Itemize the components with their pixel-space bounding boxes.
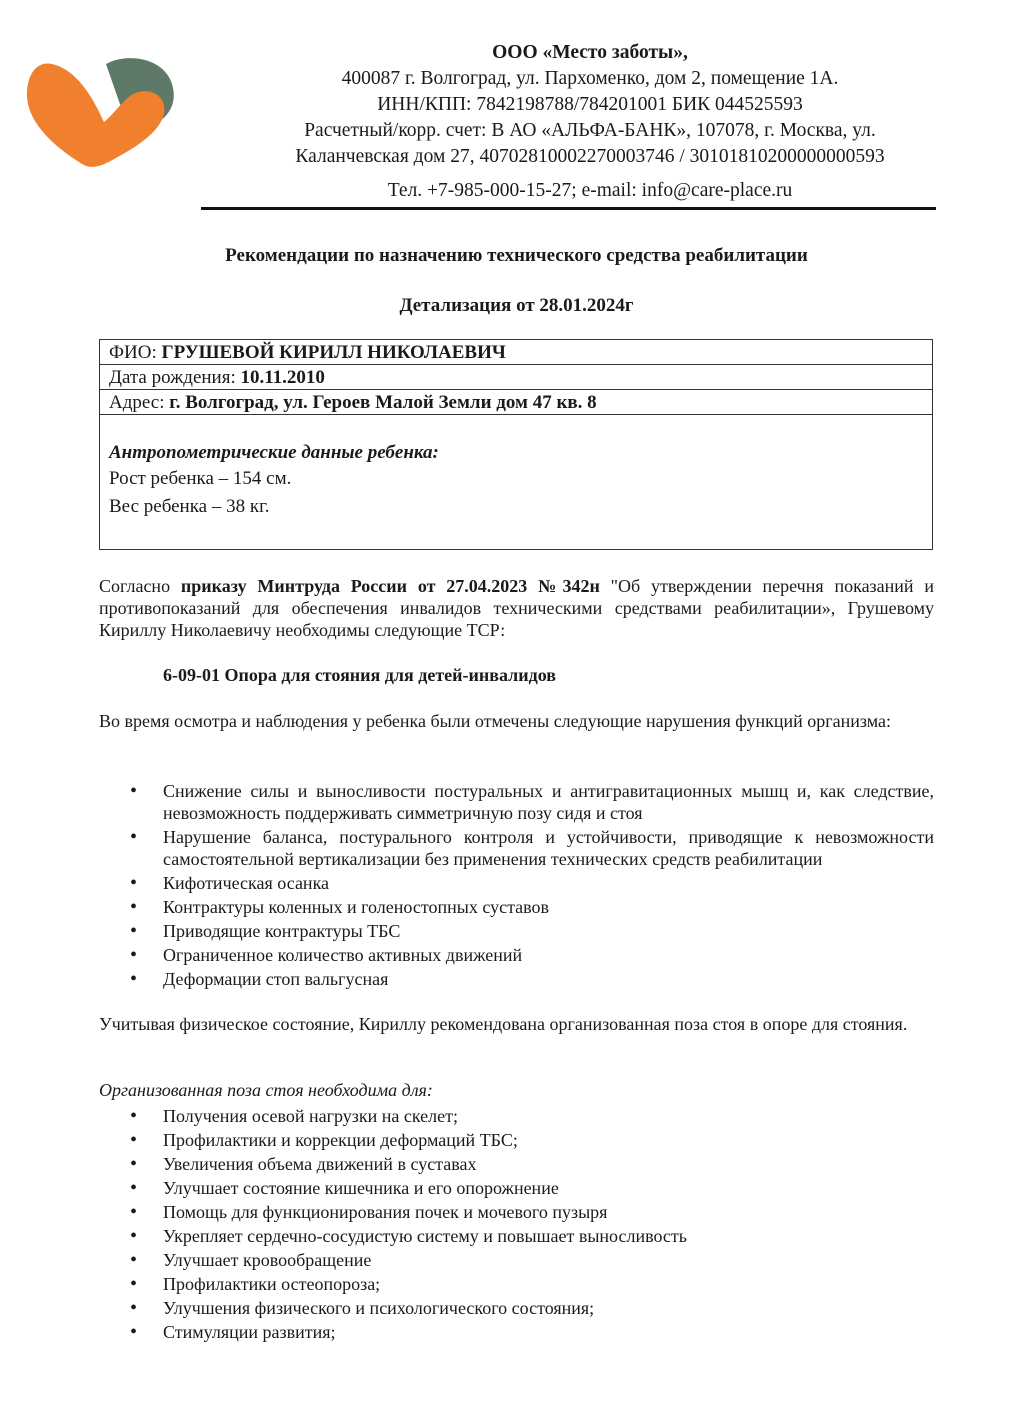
recommendation-paragraph: Учитывая физическое состояние, Кириллу рекомендована организованная поза стоя в опоре для стояния.	[99, 1014, 908, 1034]
tsr-item: 6-09-01 Опора для стояния для детей-инвалидов	[163, 665, 556, 685]
list-item: • Укрепляет сердечно-сосудистую систему и повышает выносливость	[99, 1224, 934, 1248]
list-item: • Контрактуры коленных и голеностопных суставов	[99, 896, 934, 918]
org-address: 400087 г. Волгоград, ул. Пархоменко, дом 2, помещение 1А.	[341, 68, 839, 89]
benefits-title: Организованная поза стоя необходима для:	[99, 1080, 433, 1100]
document-title: Рекомендации по назначению технического средства реабилитации	[225, 245, 808, 266]
list-item: • Профилактики и коррекции деформаций ТБС;	[99, 1128, 934, 1152]
list-item: • Увеличения объема движений в суставах	[99, 1152, 934, 1176]
org-inn: ИНН/КПП: 7842198788/784201001 БИК 044525593	[377, 94, 803, 115]
list-item: • Улучшает кровообращение	[99, 1248, 934, 1272]
org-name: ООО «Место заботы»,	[492, 42, 688, 63]
list-item: • Профилактики остеопороза;	[99, 1272, 934, 1296]
fio-value: ГРУШЕВОЙ КИРИЛЛ НИКОЛАЕВИЧ	[161, 342, 506, 363]
height-line: Рост ребенка – 154 см.	[109, 468, 292, 489]
dob-value: 10.11.2010	[240, 367, 325, 388]
patient-dob-row	[100, 365, 932, 390]
list-item: • Помощь для функционирования почек и мочевого пузыря	[99, 1200, 934, 1224]
weight-line: Вес ребенка – 38 кг.	[109, 496, 270, 517]
patient-address-row	[100, 390, 932, 415]
benefits-list	[99, 1104, 934, 1344]
list-item: • Улучшения физического и психологического состояния;	[99, 1296, 934, 1320]
org-contacts: Тел. +7-985-000-15-27; e-mail: info@care-place.ru	[387, 180, 793, 201]
anthro-title: Антропометрические данные ребенка:	[109, 442, 439, 463]
letterhead	[240, 40, 940, 204]
org-account-line-1: Расчетный/корр. счет: В АО «АЛЬФА-БАНК», 107078, г. Москва, ул.	[304, 120, 876, 141]
patient-fio-row	[100, 340, 932, 365]
patient-info-table	[99, 339, 933, 550]
intro-order-reference: приказу Минтруда России от 27.04.2023 №342н	[180, 576, 600, 596]
list-item: • Снижение силы и выносливости постуральных и антигравитационных мышц и, как следствие, невозможность поддерживать симметричную позу сидя и стоя	[99, 780, 934, 824]
heart-logo-icon	[24, 52, 176, 170]
list-item: • Получения осевой нагрузки на скелет;	[99, 1104, 934, 1128]
dob-label: Дата рождения:	[109, 367, 241, 388]
list-item: • Приводящие контрактуры ТБС	[99, 920, 934, 942]
list-item: • Стимуляции развития;	[99, 1320, 934, 1344]
intro-start: Согласно	[99, 576, 181, 596]
observation-paragraph: Во время осмотра и наблюдения у ребенка были отмечены следующие нарушения функций организма:	[99, 711, 892, 731]
address-label: Адрес:	[109, 392, 170, 413]
address-value: г. Волгоград, ул. Героев Малой Земли дом 47 кв. 8	[169, 392, 597, 413]
header-divider	[201, 207, 936, 210]
document-subtitle: Детализация от 28.01.2024г	[399, 295, 634, 316]
list-item: • Ограниченное количество активных движений	[99, 944, 934, 966]
fio-label: ФИО:	[109, 342, 162, 363]
list-item: • Нарушение баланса, постурального контроля и устойчивости, приводящие к невозможности самостоятельной вертикализации без применения технических средств реабилитации	[99, 826, 934, 870]
intro-end: "Об утверждении перечня показаний и противопоказаний для обеспечения инвалидов техническими средствами реабилитации», Грушевому Кириллу Николаевичу необходимы следующие ТСР:	[99, 576, 934, 640]
org-account-line-2: Каланчевская дом 27, 40702810002270003746 / 30101810200000000593	[295, 146, 885, 167]
list-item: • Деформации стоп вальгусная	[99, 968, 934, 990]
anthropometric-block	[100, 415, 932, 521]
impairments-list	[99, 780, 934, 990]
list-item: • Кифотическая осанка	[99, 872, 934, 894]
list-item: • Улучшает состояние кишечника и его опорожнение	[99, 1176, 934, 1200]
intro-paragraph	[99, 575, 934, 641]
